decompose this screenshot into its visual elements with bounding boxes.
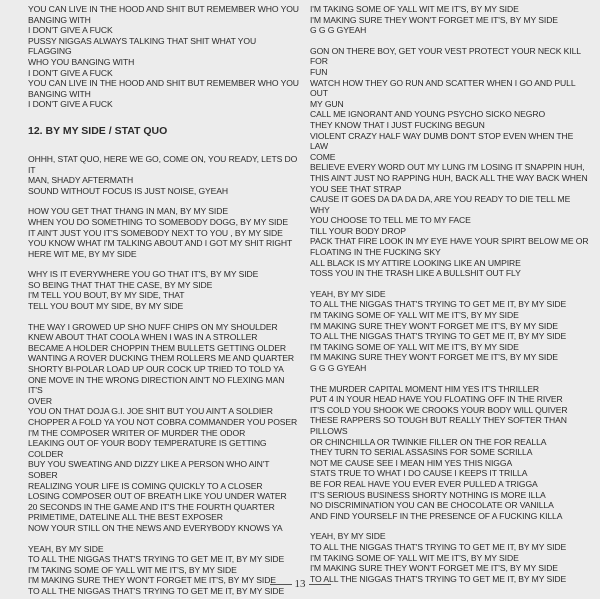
lyric-line: PUSSY NIGGAS ALWAYS TALKING THAT SHIT WHAT YOU FLAGGING xyxy=(28,35,257,57)
stanza-gap xyxy=(28,110,300,120)
lyric-line: I'M TAKING SOME OF YALL WIT ME IT'S, BY MY SIDE xyxy=(28,564,237,575)
lyric-line: ONE MOVE IN THE WRONG DIRECTION AIN'T NO FLEXING MAN IT'S xyxy=(28,374,285,396)
lyric-line: BELIEVE EVERY WORD OUT MY LUNG I'M LOSING IT SNAPPIN HUH, xyxy=(310,162,585,173)
lyric-line: YOU SEE THAT STRAP xyxy=(310,183,402,194)
lyric-line: TO ALL THE NIGGAS THAT'S TRYING TO GET ME IT, BY MY SIDE xyxy=(28,585,285,596)
lyric-line: CHOPPER A FOLD YA YOU NOT COBRA COMMANDER YOU POSER xyxy=(28,417,298,427)
lyric-line: BUY YOU SWEATING AND DIZZY LIKE A PERSON WHO AIN'T SOBER xyxy=(28,459,270,480)
stanza-gap xyxy=(28,534,300,544)
lyric-line: I DON'T GIVE A FUCK xyxy=(28,25,113,36)
lyric-line: YOU CHOOSE TO TELL ME TO MY FACE xyxy=(310,215,471,226)
lyric-line: IT'S SERIOUS BUSINESS SHORTY NOTHING IS MORE ILLA xyxy=(310,489,546,500)
lyric-line: FUN xyxy=(310,66,328,77)
lyric-line: TO ALL THE NIGGAS THAT'S TRYING TO GET ME IT, BY MY SIDE xyxy=(310,331,567,342)
lyric-line: YEAH, BY MY SIDE xyxy=(310,531,386,542)
lyric-line: YOU ON THAT DOJA G.I. JOE SHIT BUT YOU AIN'T A SOLDIER xyxy=(28,406,273,417)
lyric-line: OR CHINCHILLA OR TWINKIE FILLER ON THE FOR REALLA xyxy=(310,436,547,447)
lyric-line: LEAKING OUT OF YOUR BODY TEMPERATURE IS GETTING COLDER xyxy=(28,438,267,459)
lyric-line: AND FIND YOURSELF IN THE PRESENCE OF A FUCKING KILLA xyxy=(310,510,563,521)
lyric-line: NO DISCRIMINATION YOU CAN BE CHOCOLATE OR VANILLA xyxy=(310,500,554,511)
lyrics-column-right xyxy=(310,4,590,584)
lyric-line: KNEW ABOUT THAT COOLA WHEN I WAS IN A STROLLER xyxy=(28,332,258,343)
lyric-line: SHORTY BI-POLAR LOAD UP OUR COCK UP TRIED TO TOLD YA xyxy=(28,364,284,375)
lyric-line: G G G GYEAH xyxy=(310,363,367,373)
lyric-line: BANGING WITH xyxy=(28,88,91,99)
lyric-line: YEAH, BY MY SIDE xyxy=(310,288,386,299)
stanza-gap xyxy=(310,279,590,289)
lyric-line: BECAME A HOLDER CHOPPIN THEM BULLETS GETTING OLDER xyxy=(28,342,286,353)
lyric-line: MY GUN xyxy=(310,98,344,109)
lyric-line: I'M MAKING SURE THEY WON'T FORGET ME IT'S, BY MY SIDE xyxy=(310,14,558,25)
lyric-stanza xyxy=(310,4,590,36)
lyric-stanza xyxy=(28,206,300,259)
lyric-line: THIS AIN'T JUST NO RAPPING HUH, BACK ALL THE WAY BACK WHEN xyxy=(310,172,588,183)
lyric-line: VIOLENT CRAZY HALF WAY DUMB DON'T STOP EVEN WHEN THE LAW xyxy=(310,130,574,152)
lyric-line: 20 SECONDS IN THE GAME AND IT'S THE FOURTH QUARTER xyxy=(28,501,275,512)
lyric-line: I'M TELL YOU BOUT, BY MY SIDE, THAT xyxy=(28,290,185,301)
stanza-gap xyxy=(28,144,300,154)
lyric-line: OHHH, STAT QUO, HERE WE GO, COME ON, YOU READY, LETS DO IT xyxy=(28,153,298,175)
lyric-line: I'M MAKING SURE THEY WON'T FORGET ME IT'S, BY MY SIDE xyxy=(28,575,276,586)
lyric-line: TO ALL THE NIGGAS THAT'S TRYING TO GET ME IT, BY MY SIDE xyxy=(310,299,567,310)
lyric-line: YOU CAN LIVE IN THE HOOD AND SHIT BUT REMEMBER WHO YOU xyxy=(28,4,299,14)
lyric-line: I'M TAKING SOME OF YALL WIT ME IT'S, BY MY SIDE xyxy=(310,4,519,14)
lyric-line: BANGING WITH xyxy=(28,14,91,25)
lyric-line: REALIZING YOUR LIFE IS COMING QUICKLY TO A CLOSER xyxy=(28,480,263,491)
lyric-line: I'M THE COMPOSER WRITER OF MURDER THE ODOR xyxy=(28,427,246,438)
lyric-line: MAN, SHADY AFTERMATH xyxy=(28,175,134,186)
lyric-line: FLOATING IN THE FUCKING SKY xyxy=(310,247,441,258)
lyric-stanza xyxy=(310,531,590,584)
lyric-stanza xyxy=(28,322,300,534)
lyric-stanza xyxy=(310,384,590,522)
lyric-line: PRIMETIME, DATELINE ALL THE BEST EXPOSER xyxy=(28,512,223,523)
lyric-line: I'M MAKING SURE THEY WON'T FORGET ME IT'S, BY MY SIDE xyxy=(310,320,558,331)
lyric-line: THEY KNOW THAT I JUST FUCKING BEGUN xyxy=(310,119,485,130)
lyric-line: PACK THAT FIRE LOOK IN MY EYE HAVE YOUR SPIRT BELOW ME OR xyxy=(310,236,589,247)
lyric-line: OVER xyxy=(28,395,52,406)
lyric-line: ALL BLACK IS MY ATTIRE LOOKING LIKE AN UMPIRE xyxy=(310,257,521,268)
lyric-line: YOU KNOW WHAT I'M TALKING ABOUT AND I GOT MY SHIT RIGHT xyxy=(28,238,293,249)
lyric-line: G G G GYEAH xyxy=(310,25,367,36)
lyric-line: I'M TAKING SOME OF YALL WIT ME IT'S, BY MY SIDE xyxy=(310,310,519,321)
page-footer xyxy=(0,578,600,590)
lyric-line: BE FOR REAL HAVE YOU EVER EVER PULLED A TRIGGA xyxy=(310,478,538,489)
lyric-line: TO ALL THE NIGGAS THAT'S TRYING TO GET ME IT, BY MY SIDE xyxy=(28,554,285,565)
lyric-stanza xyxy=(310,289,590,374)
stanza-gap xyxy=(28,312,300,322)
lyric-line: THE WAY I GROWED UP SHO NUFF CHIPS ON MY SHOULDER xyxy=(28,321,278,332)
lyric-line: CALL ME IGNORANT AND YOUNG PSYCHO SICKO NEGRO xyxy=(310,109,546,120)
lyric-line: TO ALL THE NIGGAS THAT'S TRYING TO GET ME IT, BY MY SIDE xyxy=(310,573,567,584)
lyric-line: IT AIN'T JUST YOU IT'S SOMEBODY NEXT TO YOU , BY MY SIDE xyxy=(28,227,283,238)
lyric-line: IT'S COLD YOU SHOOK WE CROOKS YOUR BODY WILL QUIVER xyxy=(310,404,568,415)
stanza-gap xyxy=(310,374,590,384)
lyric-line: SO BEING THAT THAT THE CASE, BY MY SIDE xyxy=(28,279,213,290)
lyric-line: I'M TAKING SOME OF YALL WIT ME IT'S, BY MY SIDE xyxy=(310,341,519,352)
lyric-line: YEAH, BY MY SIDE xyxy=(28,543,104,554)
footer-rule-right xyxy=(309,584,331,585)
lyric-line: WHY IS IT EVERYWHERE YOU GO THAT IT'S, BY MY SIDE xyxy=(28,269,259,280)
lyric-line: PUT 4 IN YOUR HEAD HAVE YOU FLOATING OFF IN THE RIVER xyxy=(310,394,563,405)
lyric-line: STATS TRUE TO WHAT I DO CAUSE I KEEPS IT TRILLA xyxy=(310,468,528,479)
lyric-line: THE MURDER CAPITAL MOMENT HIM YES IT'S THRILLER xyxy=(310,383,540,394)
lyric-stanza xyxy=(28,269,300,311)
lyric-line: TO ALL THE NIGGAS THAT'S TRYING TO GET ME IT, BY MY SIDE xyxy=(310,541,567,552)
stanza-gap xyxy=(28,259,300,269)
lyric-line: TILL YOUR BODY DROP xyxy=(310,225,406,236)
lyric-line: LOSING COMPOSER OUT OF BREATH LIKE YOU UNDER WATER xyxy=(28,491,287,502)
stanza-gap xyxy=(310,36,590,46)
lyric-line: I'M TAKING SOME OF YALL WIT ME IT'S, BY MY SIDE xyxy=(310,552,519,563)
lyric-line: NOT ME CAUSE SEE I MEAN HIM YES THIS NIGGA xyxy=(310,457,513,468)
lyric-line: HOW YOU GET THAT THANG IN MAN, BY MY SIDE xyxy=(28,206,228,217)
lyric-stanza xyxy=(28,4,300,110)
lyric-line: WHO YOU BANGING WITH xyxy=(28,56,135,67)
lyric-line: TELL YOU BOUT MY SIDE, BY MY SIDE xyxy=(28,301,184,312)
lyric-line: CAUSE IT GOES DA DA DA DA, ARE YOU READY TO DIE TELL ME WHY xyxy=(310,194,571,215)
track-heading: 12. BY MY SIDE / STAT QUO xyxy=(28,124,168,137)
stanza-gap xyxy=(310,521,590,531)
lyric-line: I'M MAKING SURE THEY WON'T FORGET ME IT'S, BY MY SIDE xyxy=(310,563,558,574)
lyric-line: SOUND WITHOUT FOCUS IS JUST NOISE, GYEAH xyxy=(28,185,229,196)
lyric-line: I DON'T GIVE A FUCK xyxy=(28,99,113,110)
lyric-line: WATCH HOW THEY GO RUN AND SCATTER WHEN I GO AND PULL OUT xyxy=(310,77,576,99)
lyric-line: I'M MAKING SURE THEY WON'T FORGET ME IT'S, BY MY SIDE xyxy=(310,352,558,363)
lyric-line: YOU CAN LIVE IN THE HOOD AND SHIT BUT REMEMBER WHO YOU xyxy=(28,78,299,89)
lyric-line: WHEN YOU DO SOMETHING TO SOMEBODY DOGG, BY MY SIDE xyxy=(28,216,289,227)
lyric-line: THESE RAPPERS SO TOUGH BUT REALLY THEY SOFTER THAN xyxy=(310,415,567,426)
lyric-line: COME xyxy=(310,151,336,162)
lyric-line: NOW YOUR STILL ON THE NEWS AND EVERYBODY KNOWS YA xyxy=(28,522,283,533)
stanza-gap xyxy=(28,196,300,206)
lyric-line: THEY TURN TO SERIAL ASSASINS FOR SOME SCRILLA xyxy=(310,447,533,458)
lyrics-column-left xyxy=(28,4,300,597)
lyric-line: GON ON THERE BOY, GET YOUR VEST PROTECT YOUR NECK KILL FOR xyxy=(310,45,581,67)
lyric-stanza xyxy=(28,154,300,196)
lyric-line: HERE WIT ME, BY MY SIDE xyxy=(28,248,137,259)
lyric-line: I DON'T GIVE A FUCK xyxy=(28,67,113,78)
lyric-line: TOSS YOU IN THE TRASH LIKE A BULLSHIT OUT FLY xyxy=(310,268,521,279)
footer-rule-left xyxy=(270,584,292,585)
lyric-stanza xyxy=(310,46,590,279)
lyric-line: WANTING A ROVER DUCKING THEM ROLLERS ME AND QUARTER xyxy=(28,353,294,364)
page-number: 13 xyxy=(294,578,306,590)
lyric-line: PILLOWS xyxy=(310,425,348,436)
